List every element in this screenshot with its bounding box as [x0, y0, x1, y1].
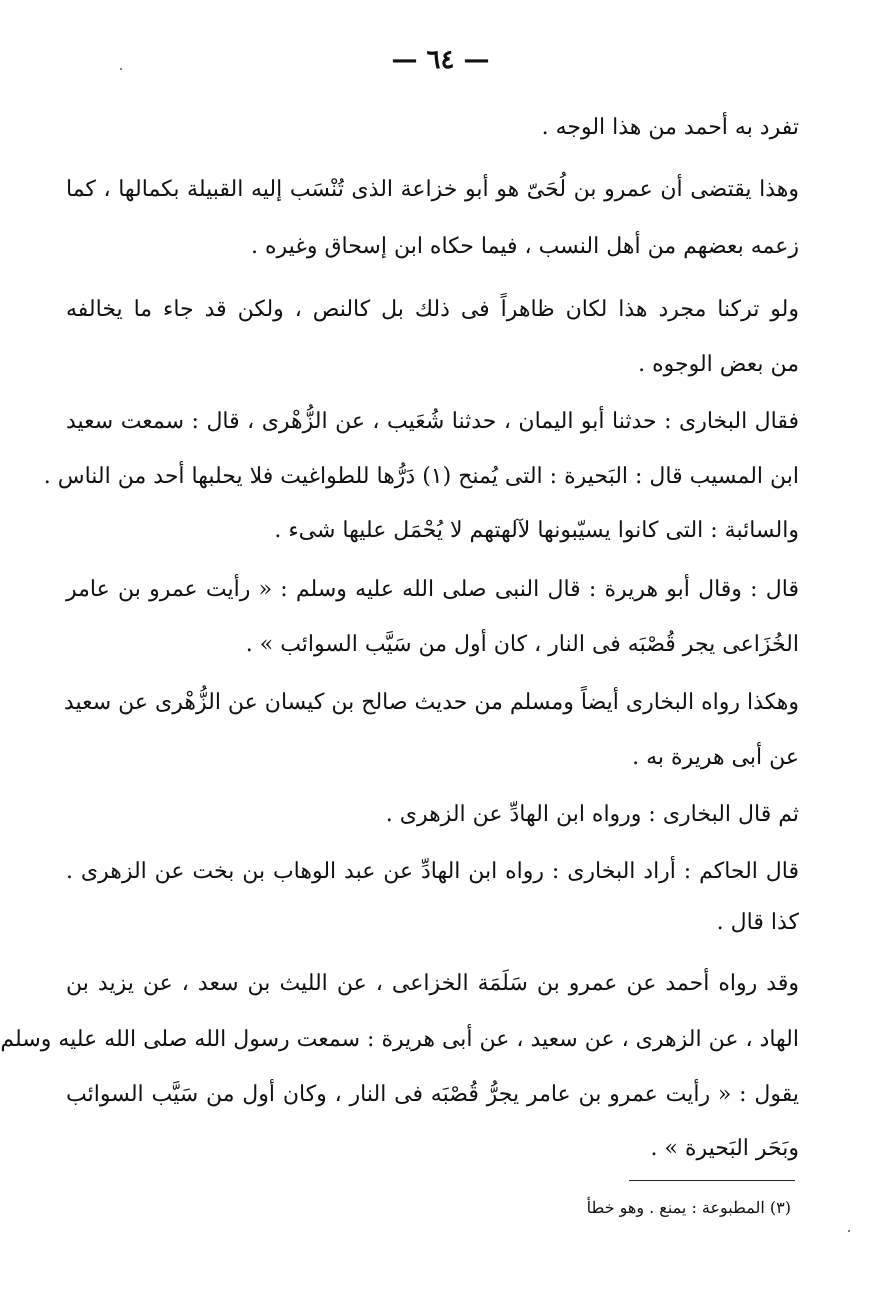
text-line: كذا قال . — [716, 910, 799, 935]
text-line: فقال البخارى : حدثنا أبو اليمان ، حدثنا شُعَيب ، عن الزُّهْرى ، قال : سمعت سعيد — [66, 409, 799, 434]
text-line: قال الحاكم : أراد البخارى : رواه ابن الهادِّ عن عبد الوهاب بن بخت عن الزهرى . — [66, 859, 799, 884]
text-line: ثم قال البخارى : ورواه ابن الهادِّ عن الزهرى . — [385, 802, 799, 827]
text-line: ابن المسيب قال : البَحيرة : التى يُمنح (١) دَرُّها للطواغيت فلا يحلبها أحد من الناس . — [43, 464, 799, 489]
text-line: الخُزَاعى يجر قُصْبَه فى النار ، كان أول من سَيَّب السوائب » . — [245, 632, 799, 657]
text-line: زعمه بعضهم من أهل النسب ، فيما حكاه ابن إسحاق وغيره . — [251, 234, 799, 259]
paper-speck — [848, 1230, 850, 1232]
text-line: وهذا يقتضى أن عمرو بن لُحَىّ هو أبو خزاعة الذى تُنْسَب إليه القبيلة بكمالها ، كما — [66, 177, 799, 202]
page-number: — ٦٤ — — [391, 45, 490, 75]
text-line: والسائبة : التى كانوا يسيّبونها لآلهتهم لا يُحْمَل عليها شىء . — [274, 518, 799, 543]
text-line: تفرد به أحمد من هذا الوجه . — [541, 115, 799, 140]
text-line: يقول : « رأيت عمرو بن عامر يجرُّ قُصْبَه فى النار ، وكان أول من سَيَّب السوائب — [66, 1082, 799, 1107]
text-line: وبَحَر البَحيرة » . — [650, 1136, 799, 1161]
text-line: قال : وقال أبو هريرة : قال النبى صلى الله عليه وسلم : « رأيت عمرو بن عامر — [66, 577, 799, 602]
text-line: وهكذا رواه البخارى أيضاً ومسلم من حديث صالح بن كيسان عن الزُّهْرى عن سعيد — [63, 690, 799, 715]
text-line: الهاد ، عن الزهرى ، عن سعيد ، عن أبى هريرة : سمعت رسول الله صلى الله عليه وسلم — [0, 1027, 799, 1052]
text-line: من بعض الوجوه . — [638, 352, 799, 377]
paper-speck — [120, 68, 122, 70]
text-line: ولو تركنا مجرد هذا لكان ظاهراً فى ذلك بل كالنص ، ولكن قد جاء ما يخالفه — [66, 297, 799, 322]
footnote-rule — [629, 1180, 795, 1181]
text-line: وقد رواه أحمد عن عمرو بن سَلَمَة الخزاعى ، عن الليث بن سعد ، عن يزيد بن — [66, 971, 799, 996]
footnote: (٣) المطبوعة : يمنع . وهو خطأ — [586, 1198, 791, 1217]
text-line: عن أبى هريرة به . — [632, 745, 799, 770]
